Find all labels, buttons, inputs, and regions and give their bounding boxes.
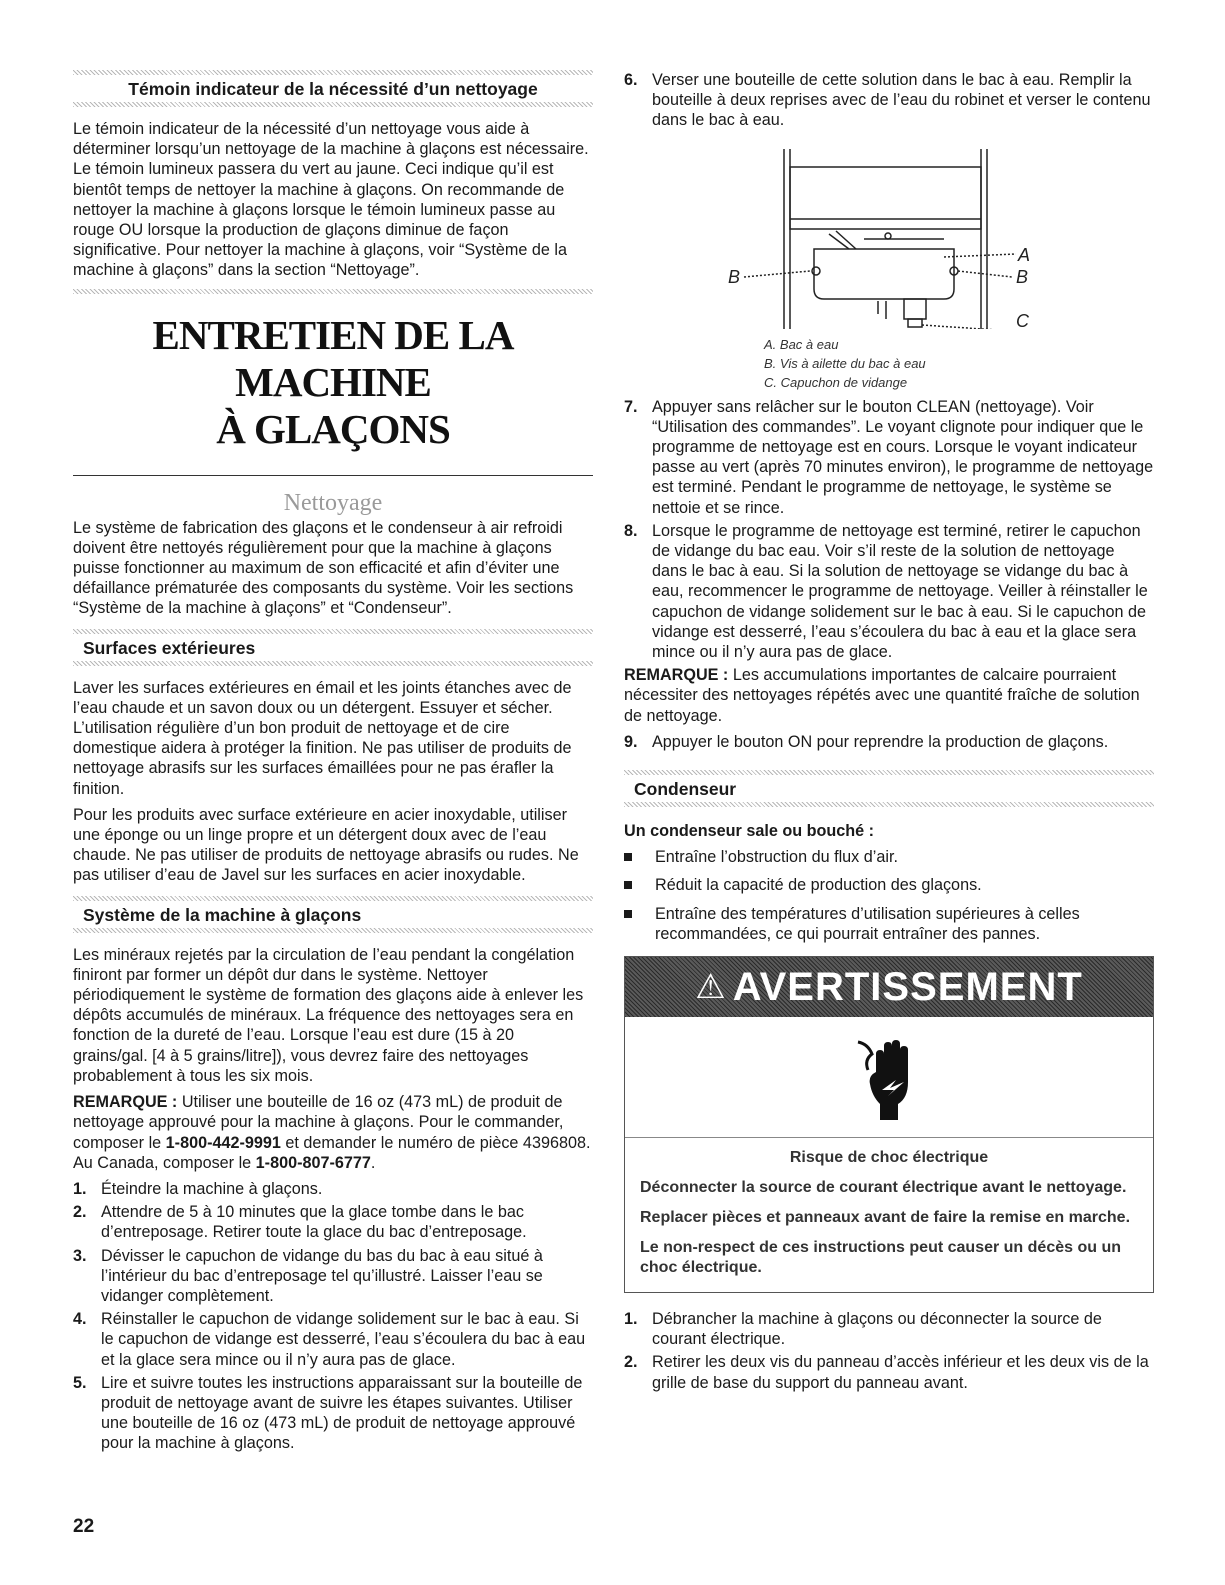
list-item bbox=[73, 1202, 593, 1242]
remarque-label: REMARQUE : bbox=[624, 666, 729, 685]
remarque-text-c: . bbox=[370, 1153, 376, 1172]
step-number: 1. bbox=[73, 1179, 87, 1198]
page-number: 22 bbox=[73, 1516, 95, 1537]
surfaces-p2: Pour les produits avec surface extérieure en acier inoxydable, utiliser une éponge ou un linge propre et un détergent doux avec de l’eau chaude. Ne pas utiliser de produits de nettoyage abrasifs ou rudes. Ne pas utiliser d’eau de Javel sur les surfaces en acier inoxydable. bbox=[73, 805, 579, 885]
condenseur-heading: Condenseur bbox=[634, 779, 737, 800]
final-steps bbox=[624, 1309, 1154, 1393]
step-text: Éteindre la machine à glaçons. bbox=[101, 1179, 323, 1198]
step-number: 5. bbox=[73, 1373, 87, 1392]
bullet-icon bbox=[624, 904, 655, 944]
bullet-icon bbox=[624, 875, 655, 895]
caption-a: A. Bac à eau bbox=[764, 336, 839, 352]
surfaces-p1: Laver les surfaces extérieures en émail et les joints étanches avec de l’eau chaude et un savon doux ou un détergent. Essuyer et sécher. L’utilisation régulière d’un bon produit de nettoyage et de cire domestique aidera à protéger la finition. Ne pas utiliser de produits de nettoyage abrasifs sur les surfaces émaillées pour ne pas érafler la finition. bbox=[73, 678, 572, 798]
label-a: A bbox=[1018, 244, 1031, 265]
nettoyage-body: Le système de fabrication des glaçons et le condenseur à air refroidi doivent être nettoyés régulièrement pour que la machine à glaçons puisse fonctionner au maximum de son efficacité et afin d’éviter une défaillance prématurée des composants du système. Voir les sections “Système de la machine à glaçons” et “Condenseur”. bbox=[73, 518, 574, 618]
step-text: Lorsque le programme de nettoyage est terminé, retirer le capuchon de vidange du bac eau. Voir s’il reste de la solution de nettoyage dans le bac à eau. Si la solution de nettoyage se vidange du bac à eau, recommencer le programme de nettoyage. Veiller à réinstaller le capuchon de vidange solidement sur le bac à eau. Si le capuchon de vidange est desserré, l’eau s’écoulera du bac à eau et la glace sera mince ou il n’y aura pas de glace. bbox=[652, 521, 1148, 662]
list-item bbox=[624, 521, 1154, 662]
warning-text bbox=[625, 1137, 1153, 1292]
step-text: Dévisser le capuchon de vidange du bas du bac à eau situé à l’intérieur du bac d’entreposage tel qu’illustré. Laisser l’eau se vidanger complètement. bbox=[101, 1246, 543, 1305]
remarque-label: REMARQUE : bbox=[73, 1093, 178, 1112]
remarque-text-b: et demander le numéro de pièce 4396808. Au Canada, composer le bbox=[73, 1133, 591, 1172]
warning-title: AVERTISSEMENT bbox=[732, 964, 1083, 1009]
water-trough-figure bbox=[624, 139, 1154, 389]
hatch-divider bbox=[624, 802, 1154, 807]
warning-icon-area bbox=[625, 1017, 1153, 1137]
condenseur-subheading: Un condenseur sale ou bouché : bbox=[624, 822, 875, 841]
bullet-icon bbox=[624, 847, 655, 867]
list-item bbox=[624, 70, 1154, 131]
step-number: 4. bbox=[73, 1310, 87, 1329]
systeme-section bbox=[73, 896, 593, 1454]
step-text: Lire et suivre toutes les instructions apparaissant sur la bouteille de produit de nettoyage avant de suivre les étapes suivantes. Utiliser une bouteille de 16 oz (473 mL) de produit de nettoyage approuvé pour la machine à glaçons. bbox=[101, 1373, 583, 1453]
list-item bbox=[624, 732, 1154, 752]
label-c: C bbox=[1016, 310, 1029, 329]
page-title-line2: À GLAÇONS bbox=[216, 405, 450, 452]
page-title bbox=[73, 312, 593, 453]
step-text: Attendre de 5 à 10 minutes que la glace tombe dans le bac d’entreposage. Retirer toute la glace du bac d’entreposage. bbox=[101, 1203, 527, 1242]
temoin-heading: Témoin indicateur de la nécessité d’un nettoyage bbox=[128, 79, 538, 99]
page-title-line1: ENTRETIEN DE LA MACHINE bbox=[152, 311, 514, 405]
left-column bbox=[73, 70, 593, 1464]
hatch-divider bbox=[73, 928, 593, 933]
warning-risk: Risque de choc électrique bbox=[789, 1149, 989, 1167]
warning-line-3: Le non-respect de ces instructions peut causer un décès ou un choc électrique. bbox=[640, 1239, 1121, 1277]
step-6-list bbox=[624, 70, 1154, 131]
step-number: 6. bbox=[624, 71, 638, 89]
condenseur-bullets bbox=[624, 847, 1154, 944]
label-b-left: B bbox=[728, 266, 741, 287]
step-number: 3. bbox=[73, 1246, 87, 1265]
label-b-right: B bbox=[1016, 266, 1029, 287]
step-number: 1. bbox=[624, 1310, 638, 1329]
list-item bbox=[624, 1309, 1154, 1349]
list-item bbox=[73, 1309, 593, 1370]
phone-number-1: 1-800-442-9991 bbox=[165, 1133, 281, 1152]
list-item bbox=[73, 1246, 593, 1307]
step-number: 2. bbox=[73, 1203, 87, 1222]
bullet-text: Entraîne l’obstruction du flux d’air. bbox=[655, 848, 898, 867]
list-item bbox=[624, 847, 1154, 867]
list-item bbox=[73, 1179, 593, 1199]
remarque-text: Les accumulations importantes de calcaire pourraient nécessiter des nettoyages répétés avec une quantité fraîche de solution de nettoyage. bbox=[624, 666, 1140, 725]
warning-line-2: Replacer pièces et panneaux avant de faire la remise en marche. bbox=[640, 1209, 1131, 1227]
caption-c: C. Capuchon de vidange bbox=[764, 374, 908, 390]
systeme-heading: Système de la machine à glaçons bbox=[83, 904, 362, 925]
systeme-remarque bbox=[73, 1092, 593, 1173]
right-remarque bbox=[624, 665, 1154, 726]
warning-box bbox=[624, 956, 1154, 1293]
step-9-list bbox=[624, 732, 1154, 752]
warning-header bbox=[625, 957, 1153, 1017]
step-text: Retirer les deux vis du panneau d’accès inférieur et les deux vis de la grille de base du support du panneau avant. bbox=[652, 1353, 1149, 1392]
list-item bbox=[73, 1373, 593, 1454]
right-column bbox=[624, 70, 1154, 1396]
warning-line-1: Déconnecter la source de courant électrique avant le nettoyage. bbox=[640, 1179, 1127, 1197]
caption-b: B. Vis à ailette du bac à eau bbox=[764, 355, 926, 371]
nettoyage-section bbox=[73, 490, 593, 619]
bullet-text: Réduit la capacité de production des glaçons. bbox=[655, 876, 982, 895]
hatch-divider bbox=[73, 102, 593, 107]
temoin-section bbox=[73, 70, 593, 294]
step-text: Appuyer le bouton ON pour reprendre la production de glaçons. bbox=[652, 732, 1109, 751]
list-item bbox=[624, 875, 1154, 895]
step-text: Appuyer sans relâcher sur le bouton CLEAN (nettoyage). Voir “Utilisation des commandes”. Le voyant clignote pour indiquer que le programme de nettoyage est en cours. Lorsque le voyant indicateur passe au vert (après 70 minutes environ), le programme de nettoyage est terminé. Pendant le programme de nettoyage, le système se nettoie et se rince. bbox=[652, 397, 1154, 517]
remarque-text-a: Utiliser une bouteille de 16 oz (473 mL) de produit de nettoyage approuvé pour la machine à glaçons. Pour le commander, composer le bbox=[73, 1093, 564, 1152]
hatch-divider bbox=[73, 661, 593, 666]
list-item bbox=[624, 1352, 1154, 1392]
step-number: 7. bbox=[624, 397, 638, 416]
title-rule bbox=[73, 475, 593, 476]
step-text: Débrancher la machine à glaçons ou déconnecter la source de courant électrique. bbox=[652, 1310, 1102, 1349]
bullet-text: Entraîne des températures d’utilisation supérieures à celles recommandées, ce qui pourrait entraîner des pannes. bbox=[655, 904, 1080, 943]
nettoyage-heading: Nettoyage bbox=[283, 489, 383, 516]
hatch-divider bbox=[73, 289, 593, 294]
step-number: 2. bbox=[624, 1353, 638, 1372]
step-text: Verser une bouteille de cette solution dans le bac à eau. Remplir la bouteille à deux reprises avec de l’eau du robinet et verser le contenu dans le bac à eau. bbox=[652, 71, 1151, 130]
surfaces-section bbox=[73, 629, 593, 886]
step-number: 8. bbox=[624, 521, 638, 540]
step-number: 9. bbox=[624, 732, 638, 751]
systeme-p1: Les minéraux rejetés par la circulation de l’eau pendant la congélation finiront par former un dépôt dur dans le système. Nettoyer périodiquement le système de formation des glaçons aide à enlever les dépôts accumulés de minéraux. La fréquence des nettoyages sera en fonction de la dureté de l’eau. Lorsque l’eau est dure (15 à 20 grains/gal. [4 à 5 grains/litre]), vous devrez faire des nettoyages probablement à tous les six mois. bbox=[73, 945, 584, 1085]
list-item bbox=[624, 904, 1154, 944]
steps-7-8 bbox=[624, 397, 1154, 663]
warning-triangle-icon: ⚠ bbox=[695, 968, 727, 1007]
list-item bbox=[624, 397, 1154, 518]
step-text: Réinstaller le capuchon de vidange solidement sur le bac à eau. Si le capuchon de vidange est desserré, l’eau s’écoulera du bac à eau et la glace sera mince ou il n’y aura pas de glace. bbox=[101, 1310, 586, 1369]
systeme-steps bbox=[73, 1179, 593, 1454]
electric-shock-hand-icon bbox=[854, 1032, 924, 1122]
condenseur-section bbox=[624, 770, 1154, 944]
figure-caption bbox=[764, 335, 926, 392]
temoin-body: Le témoin indicateur de la nécessité d’un nettoyage vous aide à déterminer lorsqu’un nettoyage de la machine à glaçons est nécessaire. Le témoin lumineux passera du vert au jaune. Ceci indique qu’il est bientôt temps de nettoyer la machine à glaçons. On recommande de nettoyer la machine à glaçons lorsque le témoin lumineux passe au rouge OU lorsque la production de glaçons diminue de façon significative. Pour nettoyer la machine à glaçons, voir “Système de la machine à glaçons” dans la section “Nettoyage”. bbox=[73, 120, 589, 280]
surfaces-heading: Surfaces extérieures bbox=[83, 637, 256, 658]
phone-number-2: 1-800-807-6777 bbox=[255, 1153, 371, 1172]
water-trough-illustration bbox=[624, 139, 1154, 329]
